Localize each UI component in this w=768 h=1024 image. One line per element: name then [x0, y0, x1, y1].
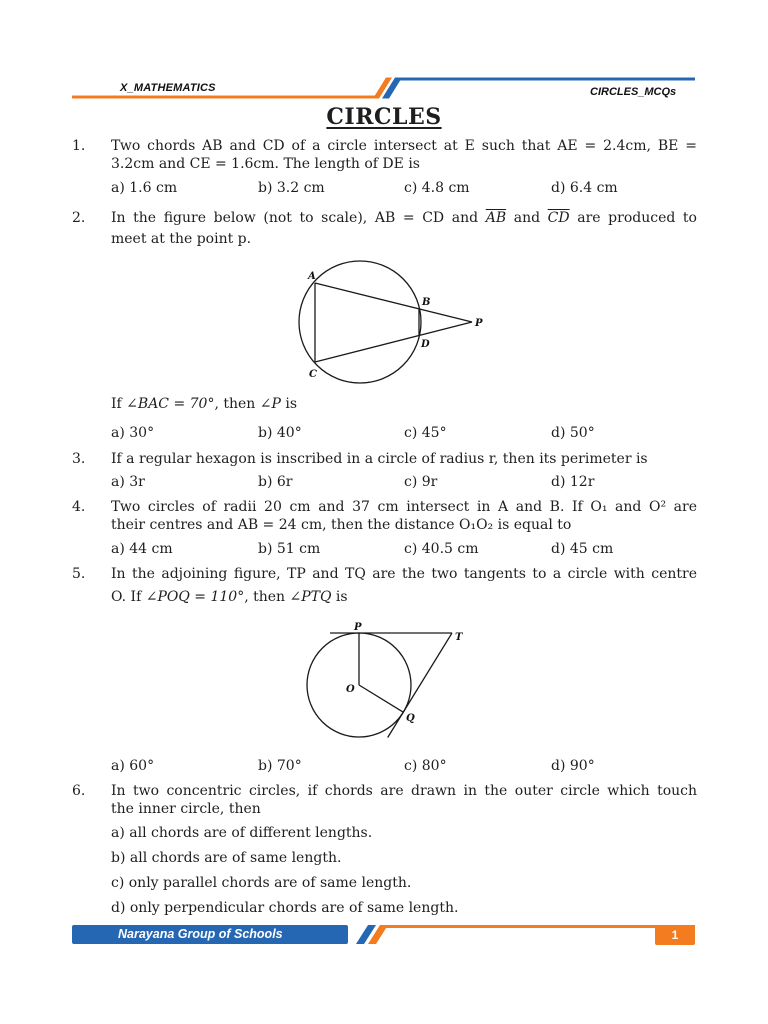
option-c: c) 45° [404, 425, 447, 441]
question-number: 4. [72, 499, 86, 515]
question-text-line: 3.2cm and CE = 1.6cm. The length of DE is [111, 156, 420, 172]
text-segment: and [506, 210, 548, 226]
chapter-label: CIRCLES_MCQs [590, 86, 677, 98]
footer-rule [0, 918, 768, 950]
page-title: CIRCLES [326, 104, 442, 130]
angle-expression: ∠POQ = 110° [145, 589, 245, 605]
line-ap [315, 283, 472, 322]
tangent-figure [300, 616, 470, 742]
option-a: a) all chords are of different lengths. [111, 825, 373, 841]
question-number: 1. [72, 138, 86, 154]
question-condition [111, 395, 697, 413]
option-c: c) 9r [404, 474, 438, 490]
question-text-line: Two chords AB and CD of a circle intersect at E such that AE = 2.4cm, BE = [111, 138, 697, 154]
angle-expression: ∠PTQ [289, 589, 332, 605]
text-segment: is [280, 396, 298, 412]
text-segment: O. If [111, 589, 146, 605]
option-b: b) 70° [258, 758, 302, 774]
radius-oq [359, 685, 403, 712]
option-c: c) 80° [404, 758, 447, 774]
option-d: d) only perpendicular chords are of same length. [111, 900, 459, 916]
text-segment: is [331, 589, 348, 605]
question-number: 2. [72, 210, 86, 226]
point-c-label: C [309, 369, 317, 380]
text-segment: If [111, 396, 127, 412]
line-cp [315, 322, 472, 362]
header-blue-rule [398, 78, 695, 81]
secant-figure [290, 256, 490, 386]
point-p-label: P [475, 318, 483, 329]
question-number: 3. [72, 451, 86, 467]
school-name: Narayana Group of Schools [118, 927, 283, 941]
option-d: d) 12r [551, 474, 595, 490]
segment-ab-overline: $\overline{AB}$ [485, 210, 507, 226]
question-text-line [111, 209, 697, 227]
angle-expression: ∠BAC = 70° [126, 396, 215, 412]
question-text-line: If a regular hexagon is inscribed in a circle of radius r, then its perimeter is [111, 451, 648, 467]
option-d: d) 6.4 cm [551, 180, 618, 196]
point-q-label: Q [406, 713, 415, 724]
question-text-line: their centres and AB = 24 cm, then the distance O₁O₂ is equal to [111, 517, 572, 533]
tangent-tq [388, 633, 452, 738]
figure-circle [299, 261, 421, 383]
subject-label: X_MATHEMATICS [120, 82, 216, 94]
question-number: 6. [72, 783, 86, 799]
option-a: a) 44 cm [111, 541, 173, 557]
question-text-line: In two concentric circles, if chords are drawn in the outer circle which touch [111, 783, 697, 799]
option-b: b) 3.2 cm [258, 180, 325, 196]
text-segment: , then [214, 396, 260, 412]
segment-cd-overline: $\overline{CD}$ [547, 210, 570, 226]
option-c: c) only parallel chords are of same length. [111, 875, 412, 891]
question-text-line: the inner circle, then [111, 801, 261, 817]
option-b: b) 51 cm [258, 541, 321, 557]
question-text-line [111, 588, 697, 606]
point-d-label: D [421, 339, 430, 350]
header-orange-rule [72, 96, 378, 99]
option-a: a) 30° [111, 425, 155, 441]
option-b: b) 40° [258, 425, 302, 441]
point-p-label: P [354, 622, 362, 633]
question-text-line: Two circles of radii 20 cm and 37 cm intersect in A and B. If O₁ and O² are [111, 499, 697, 515]
point-a-label: A [308, 271, 316, 282]
text-segment: , then [244, 589, 290, 605]
option-b: b) 6r [258, 474, 293, 490]
option-d: d) 50° [551, 425, 595, 441]
point-t-label: T [455, 632, 463, 643]
page-number: 1 [671, 928, 679, 942]
option-a: a) 3r [111, 474, 145, 490]
text-segment: In the figure below (not to scale), AB = CD and [111, 210, 486, 226]
question-text-line: meet at the point p. [111, 231, 252, 247]
option-a: a) 60° [111, 758, 155, 774]
option-c: c) 40.5 cm [404, 541, 479, 557]
point-o-label: O [346, 684, 355, 695]
point-b-label: B [422, 297, 431, 308]
text-segment: are produced to [569, 210, 697, 226]
option-d: d) 90° [551, 758, 595, 774]
option-b: b) all chords are of same length. [111, 850, 342, 866]
option-d: d) 45 cm [551, 541, 614, 557]
angle-expression: ∠P [259, 396, 281, 412]
option-a: a) 1.6 cm [111, 180, 178, 196]
option-c: c) 4.8 cm [404, 180, 470, 196]
question-text-line: In the adjoining figure, TP and TQ are the two tangents to a circle with centre [111, 566, 697, 582]
question-number: 5. [72, 566, 86, 582]
footer-orange-rule [386, 925, 695, 928]
